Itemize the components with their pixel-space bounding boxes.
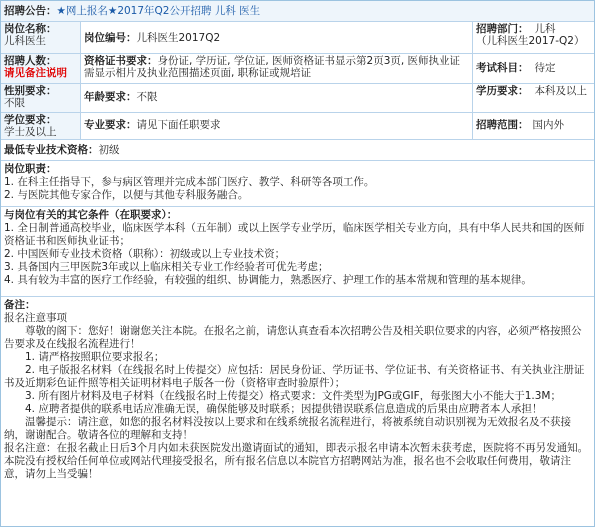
major-cell [81, 113, 473, 139]
cert-value: 身份证, 学历证, 学位证, 医师资格证书显示第2页3页, 医师执业证需显示相片及执业范围描述页面, 职称证或规培证 [84, 55, 461, 79]
row-degree-major [1, 113, 594, 140]
other-requirement-line: 2. 中国医师专业技术资格（职称）：初级或以上专业技术资； [4, 248, 286, 260]
major-label: 专业要求： [84, 119, 137, 131]
duty-line: 2. 与医院其他专家合作，以便与其他专科服务融合。 [4, 189, 249, 201]
post-name-value: 儿科医生 [4, 35, 46, 47]
duty-line: 1. 在科主任指导下，参与病区管理并完成本部门医疗、教学、科研等各项工作。 [4, 176, 375, 188]
gender-value: 不限 [4, 97, 25, 109]
degree-label: 学位要求： [4, 114, 57, 126]
header-row [1, 1, 594, 22]
age-value: 不限 [136, 91, 158, 103]
min-qualification-label: 最低专业技术资格： [4, 144, 99, 156]
duty-section [1, 161, 594, 207]
scope-value: 国内外 [532, 119, 564, 131]
dept-value: 儿科 [534, 23, 556, 35]
row-post-info [1, 22, 594, 54]
major-value: 请见下面任职要求 [136, 119, 221, 131]
post-name-label: 岗位名称： [4, 23, 57, 35]
other-requirements-section [1, 207, 594, 297]
other-requirement-line: 3. 具备国内三甲医院3年或以上临床相关专业工作经验者可优先考虑； [4, 261, 329, 273]
exam-label: 考试科目： [476, 62, 529, 74]
count-cell [1, 54, 81, 83]
edu-cell [473, 84, 594, 112]
age-cell [81, 84, 473, 112]
dept-label: 招聘部门： [476, 23, 529, 35]
degree-cell [1, 113, 81, 139]
other-requirement-line: 1. 全日制普通高校毕业，临床医学本科（五年制）或以上医学专业学历，临床医学相关专业方向，具有中华人民共和国的医师资格证书和医师执业证书； [4, 222, 585, 247]
row-min-qualification [1, 140, 594, 161]
scope-label: 招聘范围： [476, 119, 529, 131]
cert-label: 资格证书要求： [84, 55, 158, 67]
gender-label: 性别要求： [4, 85, 57, 97]
posting-title[interactable]: ★网上报名★2017年Q2公开招聘 儿科 医生 [56, 5, 261, 17]
post-code-cell [81, 22, 473, 53]
other-requirements-label: 与岗位有关的其它条件（在职要求）： [4, 209, 178, 221]
row-gender-age [1, 84, 594, 113]
dept-code: （儿科医生2017-Q2） [476, 35, 585, 47]
count-note-link[interactable]: 请见备注说明 [4, 67, 67, 79]
other-requirement-line: 4. 具有较为丰富的医疗工作经验，有较强的组织、协调能力，熟悉医疗、护理工作的基本常规和管理的基本规律。 [4, 274, 532, 286]
posting-label: 招聘公告： [4, 5, 57, 17]
duty-label: 岗位职责： [4, 163, 57, 175]
notes-line: 2. 电子版报名材料（在线报名时上传提交）应包括：居民身份证、学历证书、学位证书、有关资格证书、有关执业注册证书及近期彩色证件照等相关证明材料电子版各一份（资格审查时验原件）； [4, 364, 585, 389]
edu-value: 本科及以上 [534, 85, 587, 97]
exam-value: 待定 [534, 62, 556, 74]
degree-value: 学士及以上 [4, 126, 57, 138]
cert-cell [81, 54, 473, 83]
count-label: 招聘人数： [4, 55, 57, 67]
post-name-cell [1, 22, 81, 53]
notes-label: 备注： [4, 299, 36, 311]
edu-label: 学历要求： [476, 85, 529, 97]
notes-line: 报名注意：在报名截止日后3个月内如未获医院发出邀请面试的通知，即表示报名申请本次暂未获考虑，医院将不再另发通知。 [4, 442, 589, 454]
min-qualification-value: 初级 [98, 144, 120, 156]
notes-line: 尊敬的阁下：您好！谢谢您关注本院。在报名之前，请您认真查看本次招聘公告及相关职位要求的内容，必须严格按照公告要求及在线报名流程进行！ [4, 325, 582, 350]
exam-cell [473, 54, 594, 83]
notes-line: 温馨提示：请注意，如您的报名材料没按以上要求和在线系统报名流程进行，将被系统自动识别视为无效报名及不获接纳，谢谢配合。敬请各位的理解和支持！ [4, 416, 571, 441]
post-code-value: 儿科医生2017Q2 [136, 32, 221, 44]
notes-line: 4. 应聘者提供的联系电话应准确无误，确保能够及时联系；因提供错误联系信息造成的后果由应聘者本人承担！ [4, 403, 543, 415]
notes-section [1, 297, 594, 526]
age-label: 年龄要求： [84, 91, 137, 103]
row-count-cert [1, 54, 594, 84]
notes-line: 本院没有授权给任何单位或网站代理接受报名，所有报名信息以本院官方招聘网站为准，报名也不会收取任何费用，敬请注意，请勿上当受骗！ [4, 455, 571, 480]
post-code-label: 岗位编号： [84, 32, 137, 44]
gender-cell [1, 84, 81, 112]
notes-line: 1. 请严格按照职位要求报名； [4, 351, 165, 363]
notes-line: 3. 所有图片材料及电子材料（在线报名时上传提交）格式要求：文件类型为JPG或GIF，每张图大小不能大于1.3M； [4, 390, 561, 402]
scope-cell [473, 113, 594, 139]
notes-title: 报名注意事项 [4, 312, 67, 324]
dept-cell [473, 22, 594, 53]
